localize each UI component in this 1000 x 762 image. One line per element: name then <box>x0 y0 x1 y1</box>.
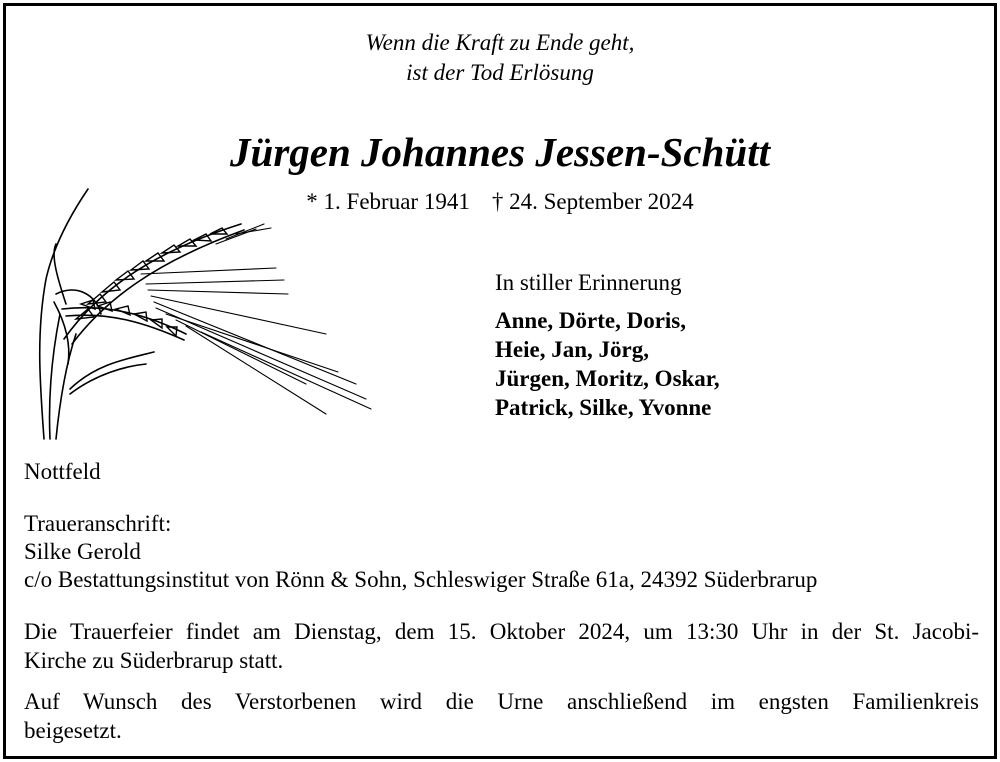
address-name: Silke Gerold <box>24 539 141 564</box>
motto-line-1: Wenn die Kraft zu Ende geht, <box>365 30 635 55</box>
obituary-notice <box>3 3 997 759</box>
service-line-1: Die Trauerfeier findet am Dienstag, dem 15. Oktober 2024, um 13:30 Uhr in der St. Jacobi- <box>24 619 979 644</box>
address-line: c/o Bestattungsinstitut von Rönn & Sohn, Schleswiger Straße 61a, 24392 Süderbrarup <box>24 567 818 592</box>
service-line-2: Kirche zu Süderbrarup statt. <box>24 648 284 673</box>
family-line-3: Jürgen, Moritz, Oskar, <box>495 366 720 391</box>
motto-line-2: ist der Tod Erlösung <box>406 60 594 85</box>
memory-label: In stiller Erinnerung <box>495 270 682 295</box>
urn-line-1: Auf Wunsch des Verstorbenen wird die Urne anschließend im engsten Familienkreis <box>24 689 979 714</box>
family-line-4: Patrick, Silke, Yvonne <box>495 395 712 420</box>
place: Nottfeld <box>24 459 101 484</box>
family-line-1: Anne, Dörte, Doris, <box>495 308 686 333</box>
address-label: Traueranschrift: <box>24 511 172 536</box>
birth-date: * 1. Februar 1941 <box>306 189 470 214</box>
urn-line-2: beigesetzt. <box>24 718 122 743</box>
family-line-2: Heie, Jan, Jörg, <box>495 337 649 362</box>
deceased-name: Jürgen Johannes Jessen-Schütt <box>230 129 770 175</box>
death-date: † 24. September 2024 <box>491 189 694 214</box>
wheat-icon <box>26 184 376 446</box>
